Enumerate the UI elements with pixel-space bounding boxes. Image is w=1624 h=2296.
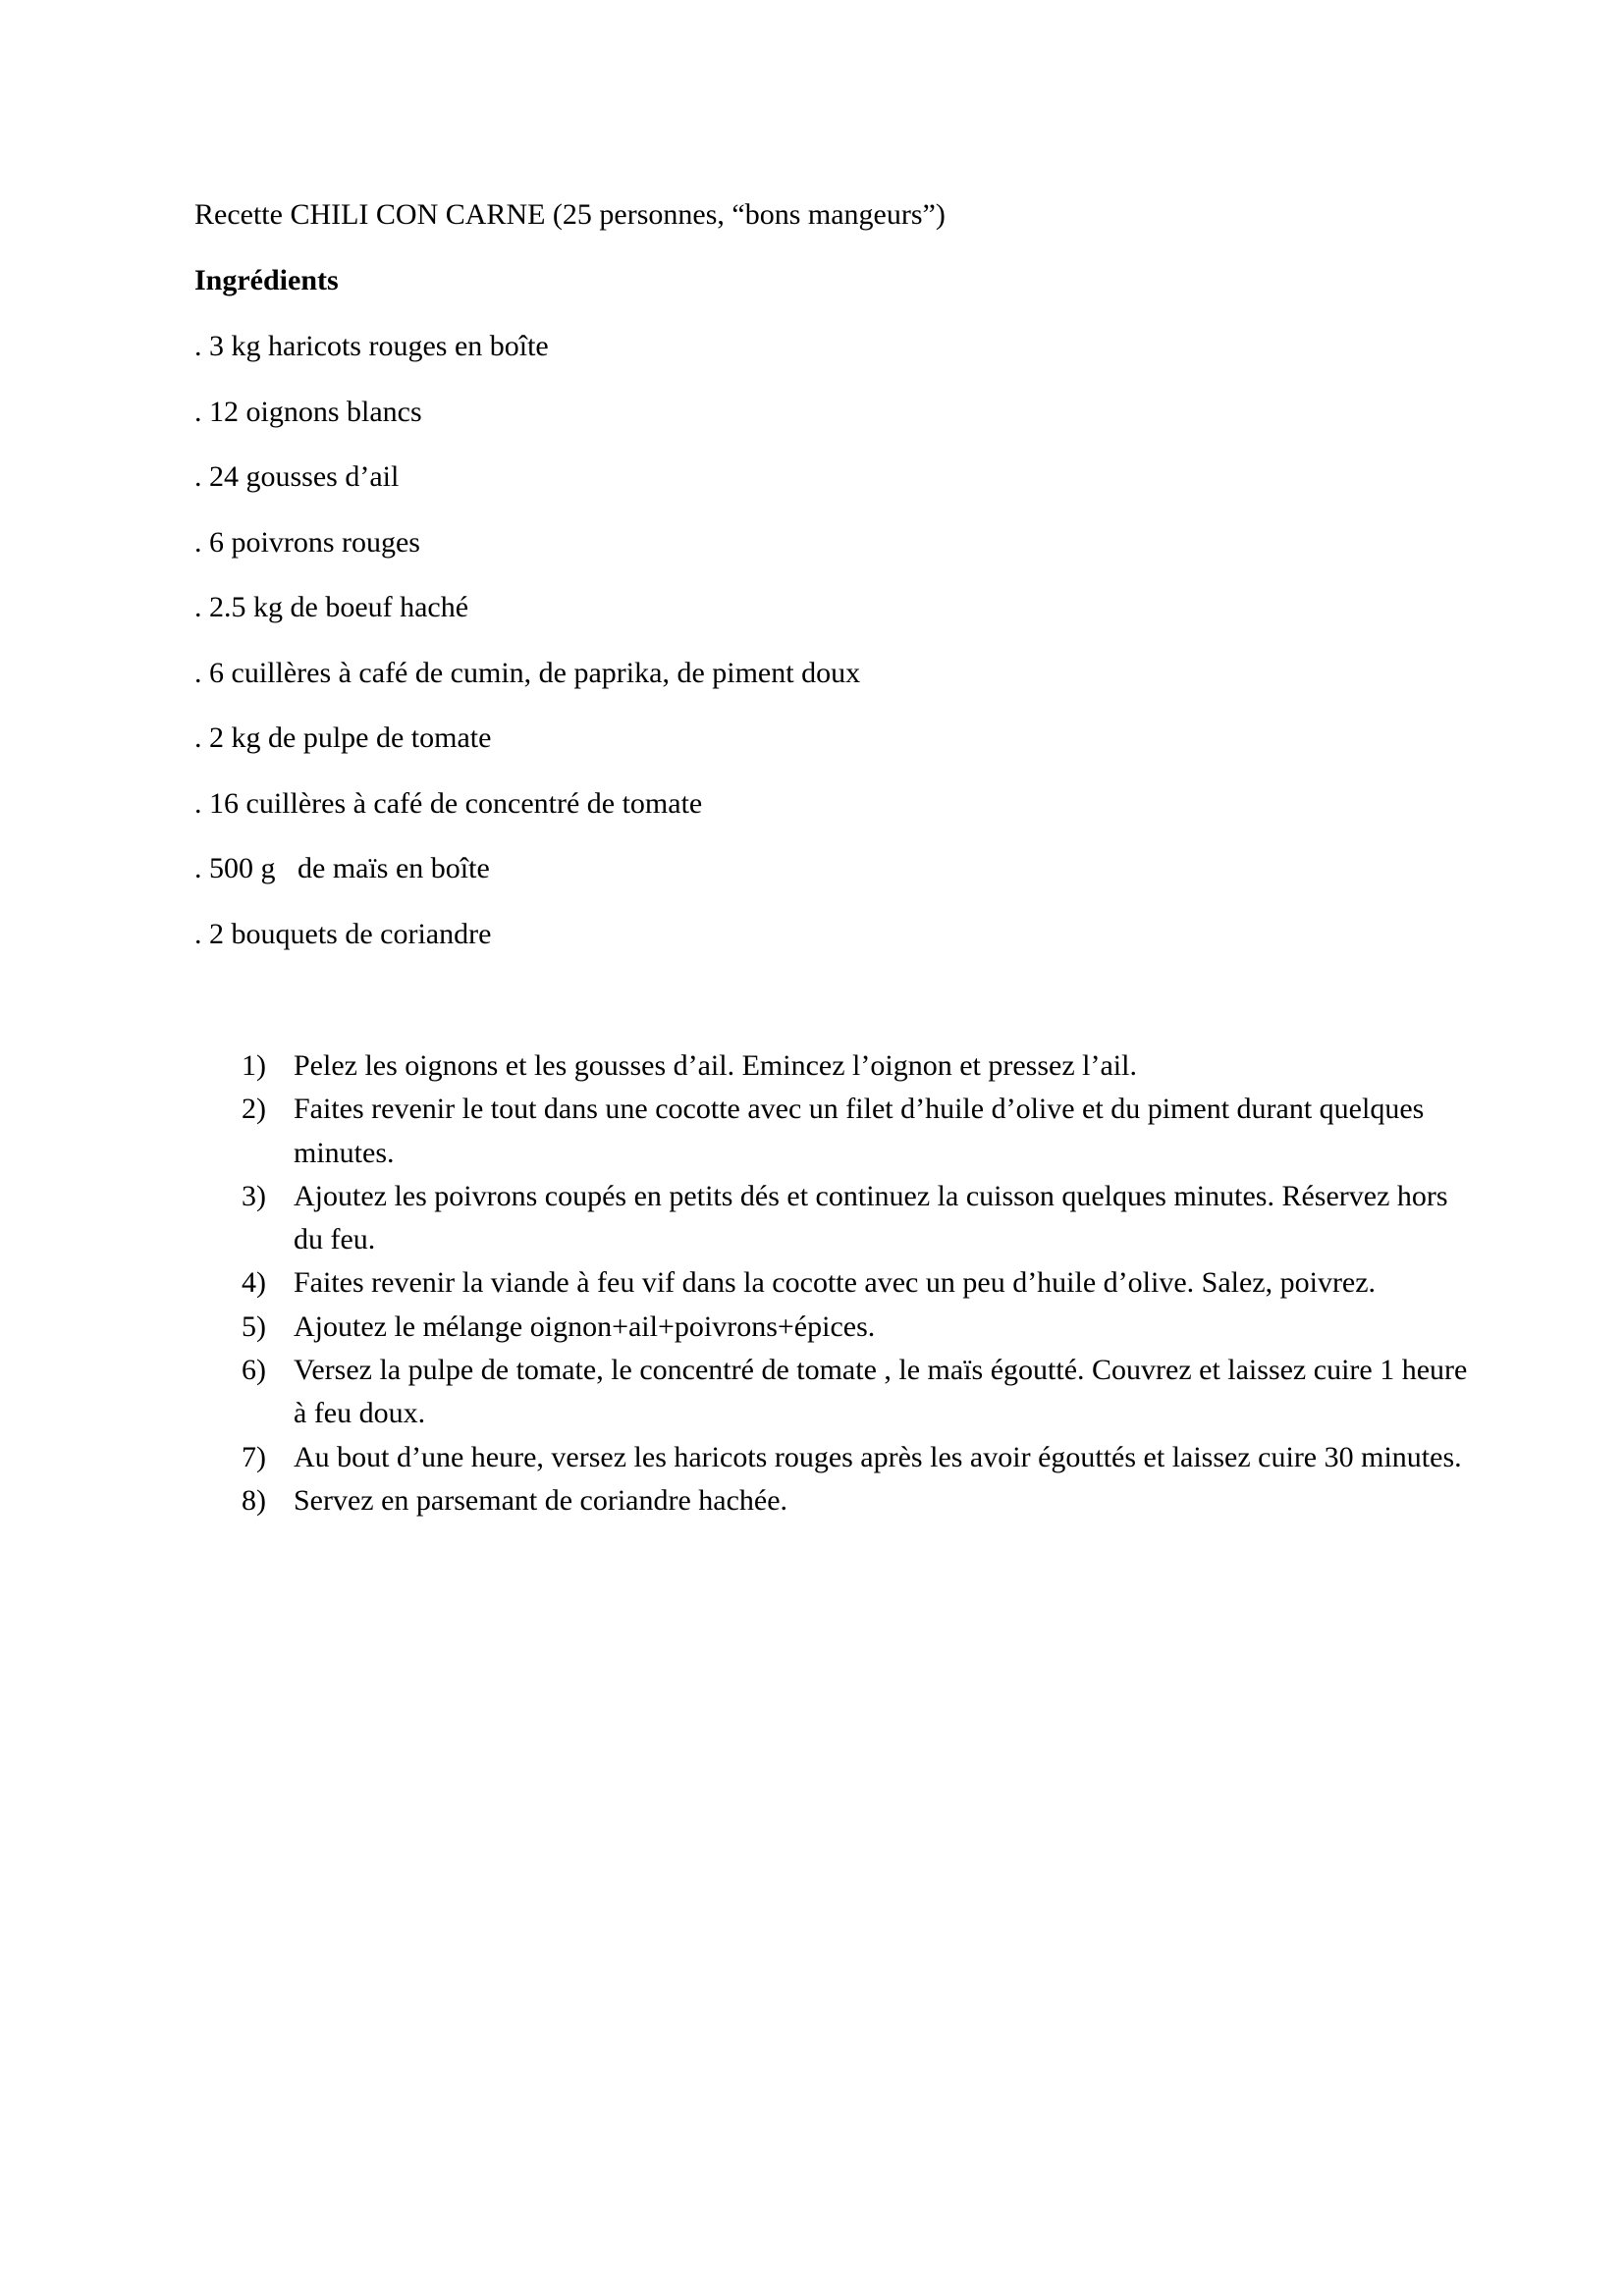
step-number: 8) <box>242 1483 266 1517</box>
step-number: 1) <box>242 1049 266 1082</box>
step-text: Servez en parsemant de coriandre hachée. <box>294 1483 788 1517</box>
step-item <box>242 1261 1469 1305</box>
step-item <box>242 1479 1469 1522</box>
step-text: Faites revenir le tout dans une cocotte avec un filet d’huile d’olive et du piment durant quelques minutes. <box>294 1093 1425 1169</box>
step-text: Faites revenir la viande à feu vif dans la cocotte avec un peu d’huile d’olive. Salez, poivrez. <box>294 1266 1377 1300</box>
step-item <box>242 1349 1469 1436</box>
ingredient-item: . 12 oignons blancs <box>194 395 422 428</box>
step-number: 6) <box>242 1354 266 1387</box>
steps-list <box>242 1044 1469 1522</box>
step-item <box>242 1088 1469 1175</box>
step-text: Au bout d’une heure, versez les haricots rouges après les avoir égouttés et laissez cuire 30 minutes. <box>294 1440 1462 1473</box>
step-text: Ajoutez les poivrons coupés en petits dés et continuez la cuisson quelques minutes. Réservez hors du feu. <box>294 1179 1448 1256</box>
ingredient-item: . 2.5 kg de boeuf haché <box>194 591 469 623</box>
step-number: 5) <box>242 1309 266 1343</box>
step-number: 2) <box>242 1093 266 1126</box>
ingredients-list <box>194 326 860 979</box>
step-item <box>242 1044 1469 1088</box>
step-item <box>242 1175 1469 1262</box>
ingredients-heading: Ingrédients <box>194 264 339 296</box>
step-item <box>242 1436 1469 1479</box>
step-text: Pelez les oignons et les gousses d’ail. Emincez l’oignon et pressez l’ail. <box>294 1049 1137 1082</box>
ingredient-item: . 2 kg de pulpe de tomate <box>194 721 492 754</box>
ingredient-item: . 6 poivrons rouges <box>194 525 420 559</box>
ingredient-item: . 6 cuillères à café de cumin, de paprika, de piment doux <box>194 656 861 689</box>
ingredient-item: . 2 bouquets de coriandre <box>194 917 492 950</box>
ingredient-item: . 24 gousses d’ail <box>194 460 400 493</box>
step-number: 4) <box>242 1266 266 1300</box>
recipe-title: Recette CHILI CON CARNE (25 personnes, “bons mangeurs”) <box>194 198 946 231</box>
ingredient-item: . 500 g de maïs en boîte <box>194 852 490 884</box>
step-number: 7) <box>242 1440 266 1473</box>
step-text: Ajoutez le mélange oignon+ail+poivrons+épices. <box>294 1309 876 1343</box>
step-item <box>242 1306 1469 1349</box>
step-text: Versez la pulpe de tomate, le concentré de tomate , le maïs égoutté. Couvrez et laissez cuire 1 heure à feu doux. <box>294 1354 1468 1430</box>
ingredient-item: . 3 kg haricots rouges en boîte <box>194 330 549 362</box>
step-number: 3) <box>242 1179 266 1212</box>
ingredient-item: . 16 cuillères à café de concentré de tomate <box>194 786 703 820</box>
